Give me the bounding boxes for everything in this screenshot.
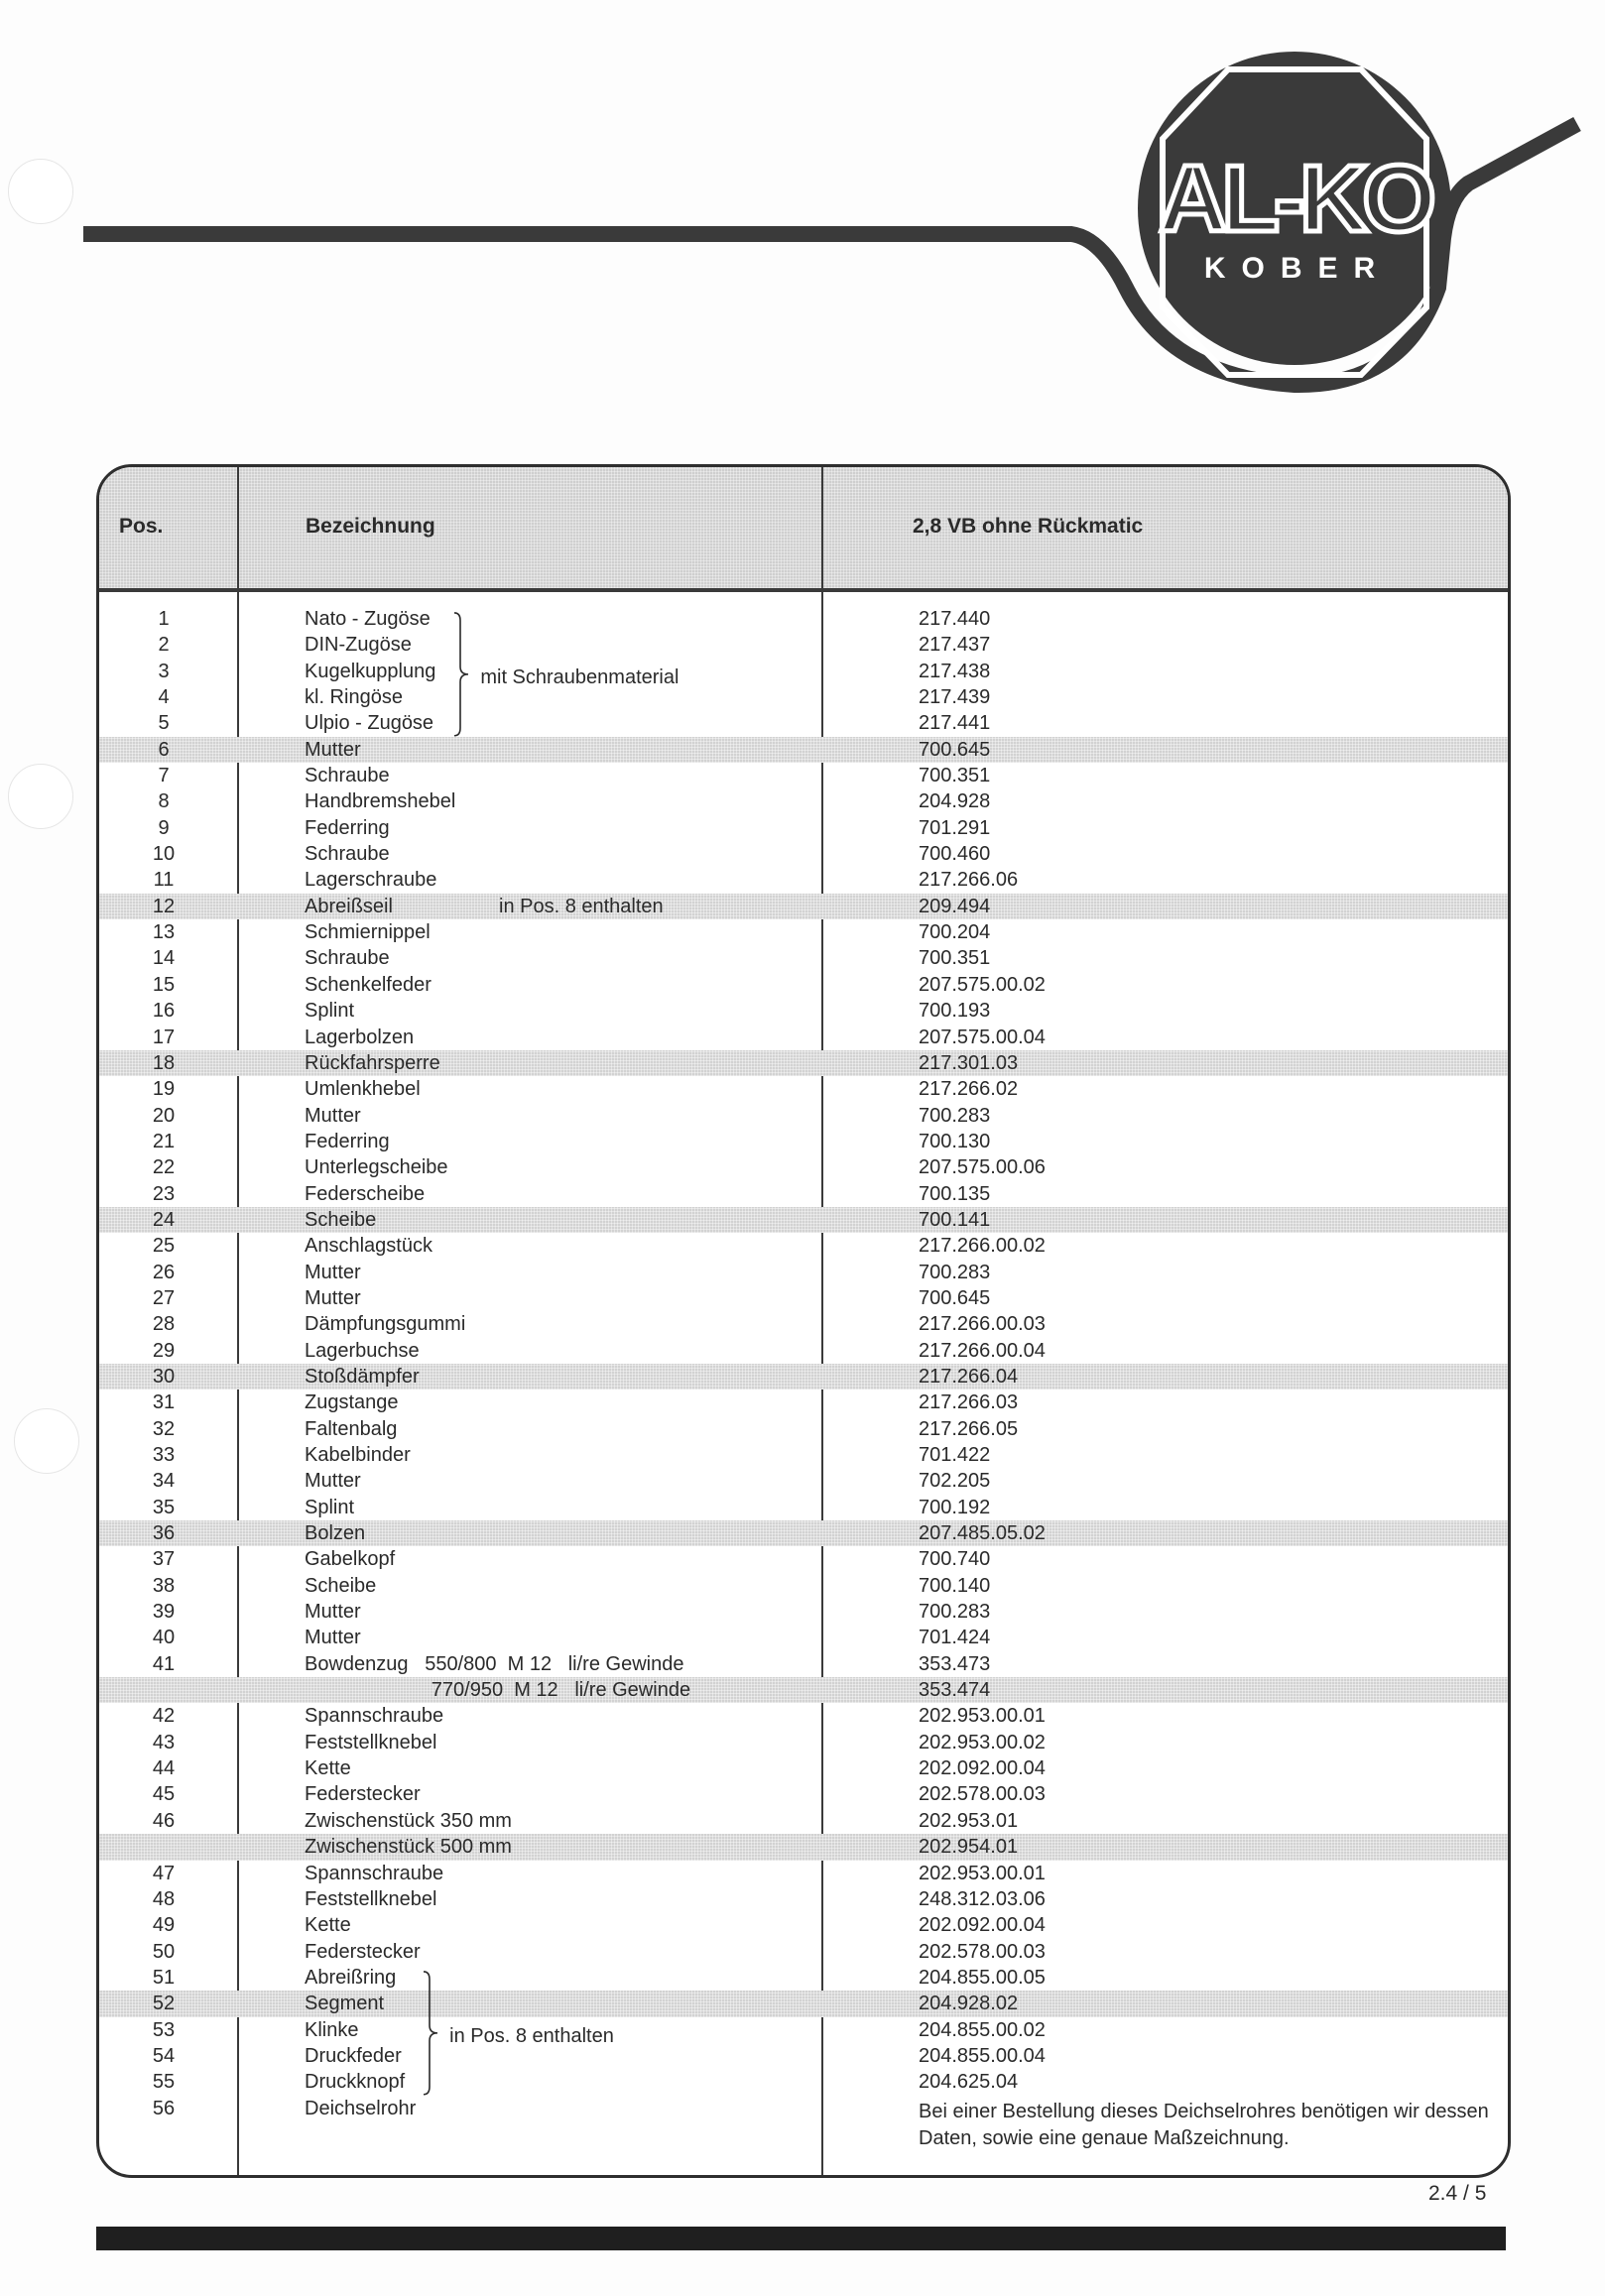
row-name: Schraube (305, 843, 390, 866)
table-row (99, 737, 1508, 763)
table-row (99, 1991, 1508, 2016)
row-part-number: 204.928 (919, 790, 991, 813)
row-name: Federring (305, 816, 390, 839)
row-name: Federstecker (305, 1783, 421, 1806)
table-row (99, 2017, 1508, 2043)
table-row (99, 945, 1508, 971)
row-part-number: 217.441 (919, 712, 991, 735)
table-row (99, 1912, 1508, 1938)
row-part-number: 204.928.02 (919, 1993, 1019, 2015)
table-row (99, 998, 1508, 1024)
table-row (99, 1364, 1508, 1390)
table-row (99, 841, 1508, 867)
row-pos: 43 (152, 1731, 176, 1753)
row-name: Kabelbinder (305, 1444, 411, 1466)
row-pos: 53 (152, 2018, 176, 2041)
row-part-number: 701.422 (919, 1444, 991, 1466)
row-name: Kugelkupplung (305, 660, 436, 682)
row-part-number: 217.266.05 (919, 1417, 1019, 1440)
row-part-number: 202.953.00.01 (919, 1862, 1046, 1884)
table-row (99, 1808, 1508, 1834)
row-pos: 49 (152, 1914, 176, 1937)
row-name: Mutter (305, 1470, 361, 1493)
row-part-number: 202.953.00.01 (919, 1705, 1046, 1728)
row-name: Stoßdämpfer (305, 1365, 420, 1388)
table-row (99, 1154, 1508, 1180)
table-row (99, 1260, 1508, 1285)
table-row (99, 710, 1508, 736)
row-part-number: 700.135 (919, 1182, 991, 1205)
punch-hole-bottom (14, 1408, 79, 1474)
table-row (99, 1834, 1508, 1860)
table-row (99, 1495, 1508, 1520)
row-part-number: 700.740 (919, 1548, 991, 1571)
row-pos: 52 (152, 1993, 176, 2015)
table-row (99, 1129, 1508, 1154)
row-pos: 42 (152, 1705, 176, 1728)
row-pos: 47 (152, 1862, 176, 1884)
row-name: Spannschraube (305, 1705, 444, 1728)
brace-icon (422, 1970, 441, 2097)
table-row (99, 972, 1508, 998)
row-pos: 31 (152, 1391, 176, 1414)
table-row (99, 1755, 1508, 1781)
table-row (99, 1207, 1508, 1233)
table-row (99, 2043, 1508, 2069)
page-number: 2.4 / 5 (1428, 2182, 1487, 2205)
row-part-number: 217.266.03 (919, 1391, 1019, 1414)
row-part-number: 204.855.00.04 (919, 2044, 1046, 2067)
row-name: Splint (305, 1000, 355, 1023)
table-row (99, 1416, 1508, 1442)
row-pos: 50 (152, 1940, 176, 1963)
row-pos: 25 (152, 1235, 176, 1258)
row-pos: 15 (152, 973, 176, 996)
row-part-number: 700.130 (919, 1130, 991, 1152)
row-pos: 32 (152, 1417, 176, 1440)
table-row (99, 1520, 1508, 1546)
table-row (99, 1651, 1508, 1677)
row-part-number: 217.266.00.03 (919, 1313, 1046, 1336)
row-name: Zwischenstück 350 mm (305, 1809, 512, 1832)
row-note: in Pos. 8 enthalten (499, 895, 664, 917)
brace-icon (452, 611, 472, 738)
row-pos: 51 (152, 1966, 176, 1989)
row-name: Mutter (305, 1261, 361, 1283)
row-pos: 1 (158, 608, 170, 630)
table-row (99, 1677, 1508, 1703)
table-row (99, 1338, 1508, 1364)
row-name: Segment (305, 1993, 385, 2015)
row-part-number: 700.351 (919, 947, 991, 970)
table-row (99, 1050, 1508, 1076)
row-part-number: 217.437 (919, 634, 991, 657)
row-part-number: 701.424 (919, 1627, 991, 1649)
row-pos: 41 (152, 1652, 176, 1675)
row-part-number: 204.855.00.05 (919, 1966, 1046, 1989)
row-part-number: 248.312.03.06 (919, 1887, 1046, 1910)
row-pos: 24 (152, 1208, 176, 1231)
row-pos: 35 (152, 1496, 176, 1518)
row-pos: 5 (158, 712, 170, 735)
row-name: Zugstange (305, 1391, 399, 1414)
row-part-number: 700.140 (919, 1574, 991, 1597)
table-row (99, 1076, 1508, 1102)
row-pos: 16 (152, 1000, 176, 1023)
row-pos: 22 (152, 1156, 176, 1179)
row-name: Druckknopf (305, 2071, 406, 2094)
row-name: Lagerschraube (305, 869, 437, 892)
table-row (99, 1965, 1508, 1991)
table-row (99, 1730, 1508, 1755)
row-name: Schraube (305, 765, 390, 787)
row-part-number: 207.575.00.04 (919, 1026, 1046, 1048)
row-pos: 28 (152, 1313, 176, 1336)
row-pos: 39 (152, 1601, 176, 1624)
row-part-number: 202.578.00.03 (919, 1783, 1046, 1806)
table-row (99, 1468, 1508, 1494)
row-part-number: 217.266.00.02 (919, 1235, 1046, 1258)
row-pos: 17 (152, 1026, 176, 1048)
row-pos: 44 (152, 1757, 176, 1780)
footer-rule (96, 2227, 1506, 2250)
row-part-number: 700.645 (919, 1286, 991, 1309)
row-part-number: 207.575.00.02 (919, 973, 1046, 996)
row-part-number: 202.578.00.03 (919, 1940, 1046, 1963)
row-name: Zwischenstück 500 mm (305, 1836, 512, 1859)
table-row (99, 1939, 1508, 1965)
row-name: Lagerbuchse (305, 1339, 420, 1362)
row-part-number: 217.266.00.04 (919, 1339, 1046, 1362)
row-name: Spannschraube (305, 1862, 444, 1884)
header-designation: Bezeichnung (306, 515, 435, 538)
row-name: Handbremshebel (305, 790, 456, 813)
table-row (99, 894, 1508, 919)
row-pos: 46 (152, 1809, 176, 1832)
table-row (99, 659, 1508, 684)
row-part-number: 700.283 (919, 1601, 991, 1624)
row-name: Ulpio - Zugöse (305, 712, 434, 735)
row-name: Faltenbalg (305, 1417, 398, 1440)
row-part-number: 217.266.04 (919, 1365, 1019, 1388)
row-name: 770/950 M 12 li/re Gewinde (305, 1679, 691, 1702)
row-pos: 23 (152, 1182, 176, 1205)
row-part-number: 353.474 (919, 1679, 991, 1702)
row-part-number: 700.645 (919, 738, 991, 761)
row-part-number: 700.351 (919, 765, 991, 787)
row-pos: 11 (153, 869, 175, 892)
row-pos: 6 (158, 738, 170, 761)
row-name: Abreißseil (305, 895, 393, 917)
row-part-number: 217.266.06 (919, 869, 1019, 892)
row-part-number: 700.204 (919, 921, 991, 944)
row-name: Nato - Zugöse (305, 608, 431, 630)
brace-note-screws: mit Schraubenmaterial (480, 665, 679, 688)
table-row (99, 1103, 1508, 1129)
row-name: Unterlegscheibe (305, 1156, 448, 1179)
row-part-number: 202.953.00.02 (919, 1731, 1046, 1753)
table-row (99, 1546, 1508, 1572)
row-part-number: 217.439 (919, 686, 991, 709)
row-pos: 36 (152, 1522, 176, 1545)
row-name: Anschlagstück (305, 1235, 432, 1258)
row-name: Deichselrohr (305, 2097, 417, 2119)
row-name: Klinke (305, 2018, 359, 2041)
table-row (99, 1573, 1508, 1599)
row-pos: 9 (158, 816, 170, 839)
table-row (99, 606, 1508, 632)
row-name: Druckfeder (305, 2044, 402, 2067)
row-part-number: 217.301.03 (919, 1051, 1019, 1074)
row-pos: 12 (152, 895, 176, 917)
table-row (99, 1311, 1508, 1337)
row-pos: 29 (152, 1339, 176, 1362)
row-name: Federstecker (305, 1940, 421, 1963)
row-part-number: 202.953.01 (919, 1809, 1019, 1832)
row-part-number: 209.494 (919, 895, 991, 917)
row-part-number: 701.291 (919, 816, 991, 839)
row-pos: 33 (152, 1444, 176, 1466)
row-name: Scheibe (305, 1574, 377, 1597)
row-pos: 40 (152, 1627, 176, 1649)
row-pos: 13 (152, 921, 176, 944)
table-row (99, 1233, 1508, 1259)
row-part-number: 702.205 (919, 1470, 991, 1493)
row-name: Mutter (305, 1601, 361, 1624)
table-row (99, 632, 1508, 658)
row-part-number: 202.092.00.04 (919, 1914, 1046, 1937)
row-name: Federscheibe (305, 1182, 426, 1205)
row-pos: 2 (158, 634, 170, 657)
row-name: Schenkelfeder (305, 973, 432, 996)
header-pos: Pos. (119, 515, 164, 538)
parts-table (96, 464, 1511, 2178)
table-row (99, 1025, 1508, 1050)
row-part-number: 204.625.04 (919, 2071, 1019, 2094)
row-name: Kette (305, 1914, 351, 1937)
row-name: Splint (305, 1496, 355, 1518)
row-part-number: 217.440 (919, 608, 991, 630)
row-name: Federring (305, 1130, 390, 1152)
header-rule (83, 226, 1065, 242)
table-row (99, 867, 1508, 893)
row-part-number: 700.141 (919, 1208, 991, 1231)
row-name: Gabelkopf (305, 1548, 396, 1571)
row-part-number: 700.193 (919, 1000, 991, 1023)
row-name: Lagerbolzen (305, 1026, 415, 1048)
row-pos: 4 (158, 686, 170, 709)
logo-sub-text: KOBER (1203, 252, 1392, 285)
table-row (99, 2069, 1508, 2095)
row-name: Schmiernippel (305, 921, 431, 944)
row-part-number: 700.283 (919, 1261, 991, 1283)
row-pos: 8 (158, 790, 170, 813)
row-pos: 26 (152, 1261, 176, 1283)
row-pos: 27 (152, 1286, 176, 1309)
table-row (99, 788, 1508, 814)
table-body (99, 606, 1508, 2121)
table-row (99, 1861, 1508, 1886)
row-name: Mutter (305, 738, 361, 761)
row-part-number: 204.855.00.02 (919, 2018, 1046, 2041)
table-row (99, 815, 1508, 841)
row-pos: 34 (152, 1470, 176, 1493)
row-name: Schraube (305, 947, 390, 970)
table-row (99, 1285, 1508, 1311)
row-pos: 30 (152, 1365, 176, 1388)
row-name: Rückfahrsperre (305, 1051, 440, 1074)
table-row (99, 919, 1508, 945)
row-pos: 3 (158, 660, 170, 682)
order-note: Bei einer Bestellung dieses Deichselrohres benötigen wir dessen Daten, sowie eine genaue Maßzeichnung. (919, 2100, 1489, 2149)
row-part-number: 700.283 (919, 1104, 991, 1127)
row-pos: 21 (152, 1130, 176, 1152)
row-part-number: 700.460 (919, 843, 991, 866)
table-row (99, 1599, 1508, 1625)
row-name: Feststellknebel (305, 1731, 437, 1753)
row-pos: 55 (152, 2071, 176, 2094)
row-pos: 18 (152, 1051, 176, 1074)
table-row (99, 1390, 1508, 1415)
row-part-number: 217.438 (919, 660, 991, 682)
row-part-number: 202.092.00.04 (919, 1757, 1046, 1780)
table-row (99, 1781, 1508, 1807)
row-name: Kette (305, 1757, 351, 1780)
row-name: kl. Ringöse (305, 686, 403, 709)
row-pos: 7 (158, 765, 170, 787)
row-part-number: 207.575.00.06 (919, 1156, 1046, 1179)
row-pos: 38 (152, 1574, 176, 1597)
table-row (99, 1181, 1508, 1207)
row-pos: 45 (152, 1783, 176, 1806)
table-row (99, 763, 1508, 788)
brace-note-included: in Pos. 8 enthalten (449, 2024, 614, 2047)
row-pos: 37 (152, 1548, 176, 1571)
row-pos: 10 (152, 843, 176, 866)
row-part-number: 202.954.01 (919, 1836, 1019, 1859)
table-header (99, 467, 1508, 592)
row-pos: 56 (152, 2097, 176, 2119)
table-row (99, 1625, 1508, 1650)
row-name: Bowdenzug 550/800 M 12 li/re Gewinde (305, 1652, 684, 1675)
row-name: Scheibe (305, 1208, 377, 1231)
alko-kober-logo (1051, 40, 1605, 436)
row-part-number: 353.473 (919, 1652, 991, 1675)
row-pos: 19 (152, 1078, 176, 1101)
table-row (99, 1442, 1508, 1468)
row-part-number: 217.266.02 (919, 1078, 1019, 1101)
row-name: Mutter (305, 1286, 361, 1309)
row-name: Umlenkhebel (305, 1078, 421, 1101)
table-row (99, 1703, 1508, 1729)
table-row (99, 1886, 1508, 1912)
row-name: Abreißring (305, 1966, 397, 1989)
punch-hole-middle (8, 764, 73, 829)
punch-hole-top (8, 159, 73, 224)
row-pos: 14 (152, 947, 176, 970)
row-pos: 54 (152, 2044, 176, 2067)
row-name: DIN-Zugöse (305, 634, 412, 657)
row-name: Bolzen (305, 1522, 366, 1545)
table-row (99, 684, 1508, 710)
row-pos: 20 (152, 1104, 176, 1127)
row-part-number: 207.485.05.02 (919, 1522, 1046, 1545)
row-pos: 48 (152, 1887, 176, 1910)
row-name: Dämpfungsgummi (305, 1313, 466, 1336)
row-name: Feststellknebel (305, 1887, 437, 1910)
row-name: Mutter (305, 1104, 361, 1127)
header-variant: 2,8 VB ohne Rückmatic (913, 515, 1144, 538)
logo-brand-text: AL-KO (1159, 146, 1430, 252)
row-name: Mutter (305, 1627, 361, 1649)
row-part-number: 700.192 (919, 1496, 991, 1518)
